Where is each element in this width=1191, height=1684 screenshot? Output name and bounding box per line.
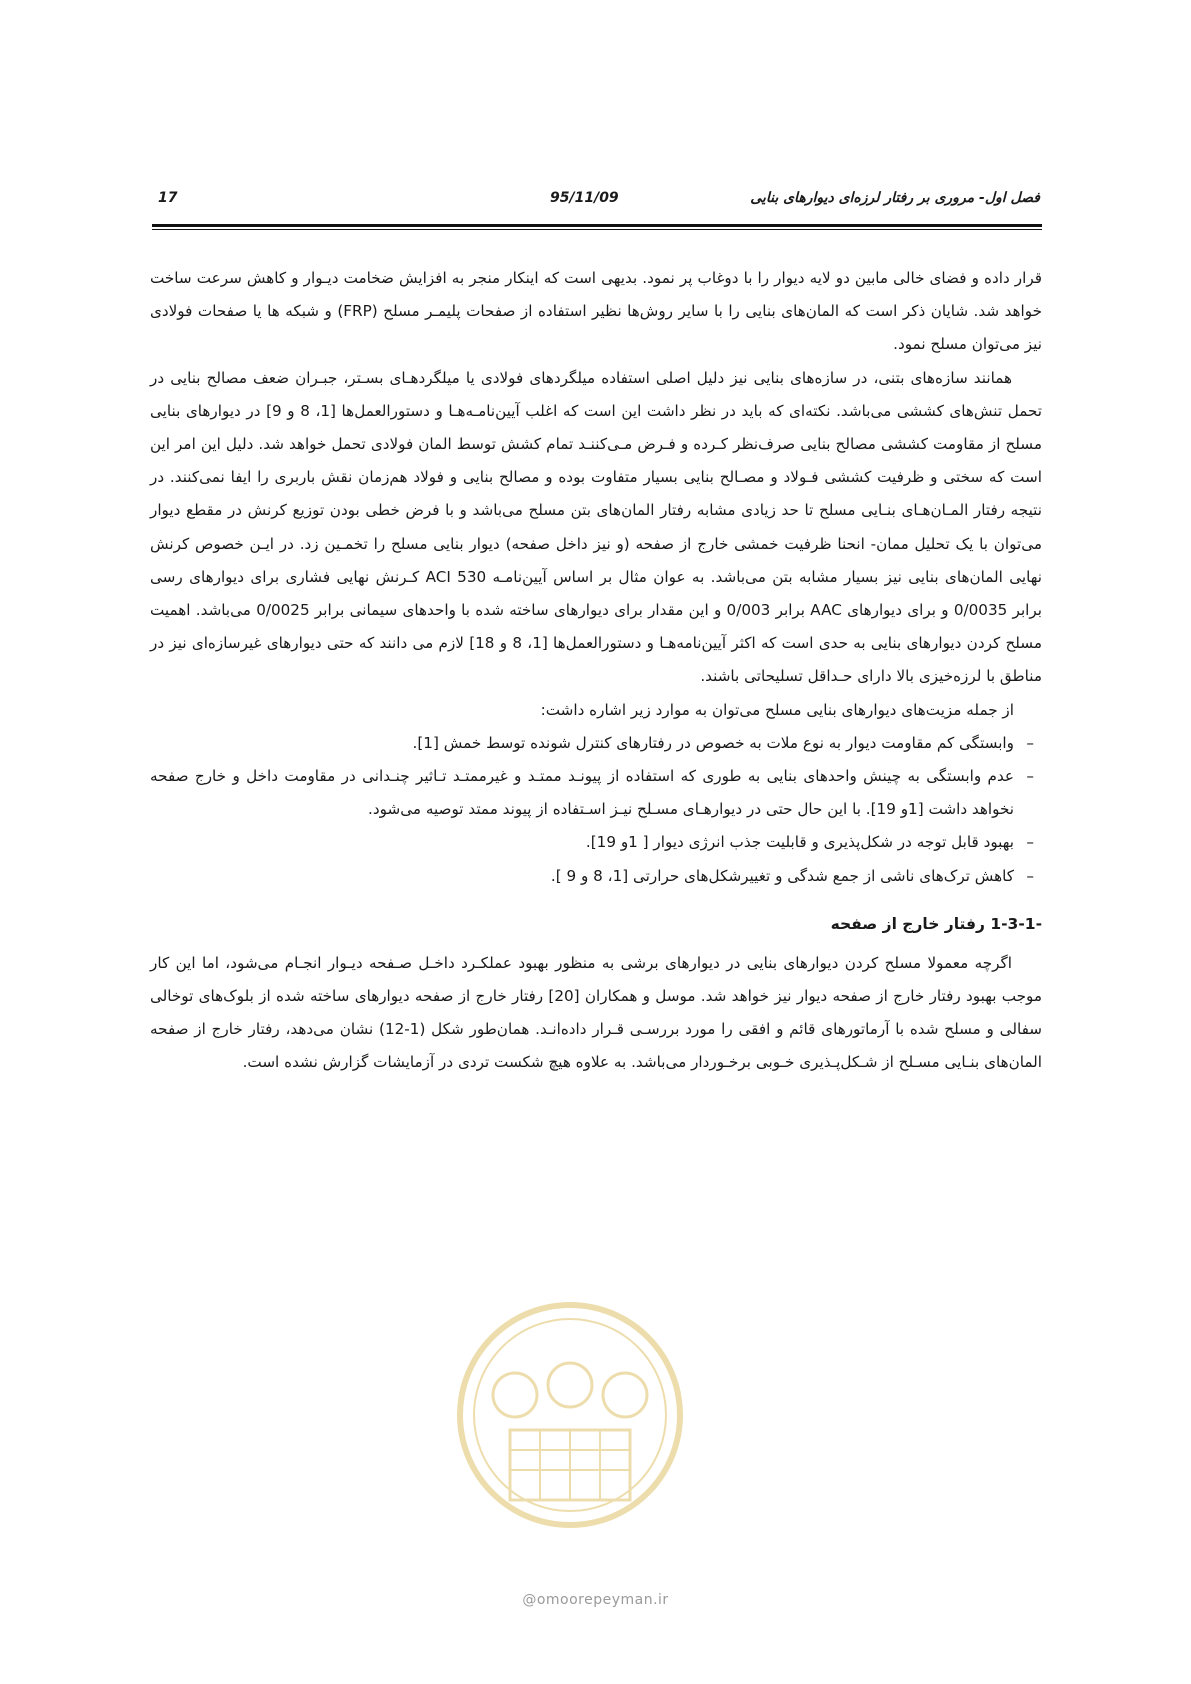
- dash-bullet: –: [1026, 767, 1034, 786]
- body-paragraph: اگرچه معمولا مسلح کردن دیوارهای بنایی در دیوارهای برشی به منظور بهبود عملکـرد داخـل صـفحه دیـوار انجـام می‌شود، اما این کار موجب بهبود رفتار خارج از صفحه دیوار نیز خواهد شد. موسل و همکاران [20] رفتار خارج از صفحه دیوارهای ساخته شده از بلوک‌های توخالی سفالی و مسلح شده با آرماتورهای قائم و افقی را مورد بررسـی قـرار داده‌انـد. همان‌طور شکل (1-12) نشان می‌دهد، رفتار خارج از صفحه المان‌های بنـایی مسـلح از شـکل‌پـذیری خـوبی برخـوردار می‌باشد. به علاوه هیچ شکست تردی در آزمایشات گزارش نشده است.: [150, 953, 1042, 1072]
- list-item-text: عدم وابستگی به چینش واحدهای بنایی به طوری که استفاده از پیونـد ممتـد و غیرممتـد تـاثیر چنـدانی در مقاومت داخل و خارج صفحه نخواهد داشت [1و 19]. با این حال حتی در دیوارهـای مسـلح نیـز اسـتفاده از پیوند ممتد توصیه می‌شود.: [150, 767, 1014, 819]
- list-item: [150, 826, 1042, 859]
- header-rule-thin: [152, 229, 1042, 230]
- header-rule: [152, 224, 1042, 227]
- watermark-site: @omoorepeyman.ir: [522, 1592, 669, 1608]
- list-item-text: کاهش ترک‌های ناشی از جمع شدگی و تغییرشکل‌های حرارتی [1، 8 و 9 ].: [550, 866, 1014, 885]
- body-paragraph: همانند سازه‌های بتنی، در سازه‌های بنایی نیز دلیل اصلی استفاده میلگردهای فولادی یا میلگردهـای بسـتر، جبـران ضعف مصالح بنایی در تحمل تنش‌های کششی می‌باشد. نکته‌ای که باید در نظر داشت این است که اغلب آیین‌نامـه‌هـا و دستورالعمل‌ها [1، 8 و 9] در دیوارهای بنایی مسلح از مقاومت کششی مصالح بنایی صرف‌نظر کـرده و فـرض مـی‌کننـد تمام کشش توسط المان فولادی تحمل خواهد شد. دلیل این امر این است که سختی و ظرفیت کششی فـولاد و مصـالح بنایی بسیار متفاوت بوده و مصالح بنایی و فولاد هم‌زمان نقش باربری را ایفا نمی‌کنند. در نتیجه رفتار المـان‌هـای بنـایی مسلح تا حد زیادی مشابه رفتار المان‌های بتن مسلح می‌باشد و با فرض خطی بودن توزیع کرنش در مقطع دیوار می‌توان با یک تحلیل ممان- انحنا ظرفیت خمشی خارج از صفحه (و نیز داخل صفحه) دیوار بنایی مسلح را تخمـین زد. در ایـن خصوص کرنش نهایی المان‌های بنایی نیز بسیار مشابه بتن می‌باشد. به عوان مثال بر اساس آیین‌نامـه ACI 530 کـرنش نهایی فشاری برای دیوارهای رسی برابر 0/0035 و برای دیوارهای AAC برابر 0/003 و این مقدار برای دیوارهای ساخته شده با واحدهای سیمانی برابر 0/0025 می‌باشد. اهمیت مسلح کردن دیوارهای بنایی به حدی است که اکثر آیین‌نامه‌هـا و دستورالعمل‌ها [1، 8 و 18] لازم می دانند که حتی دیوارهای غیرسازه‌ای نیز در مناطق با لرزه‌خیزی بالا دارای حـداقل تسلیحاتی باشند.: [150, 368, 1043, 686]
- dash-bullet: –: [1026, 733, 1034, 752]
- list-item: [150, 727, 1042, 760]
- chapter-title: فصل اول- مروری بر رفتار لرزه‌ای دیوارهای بنایی: [750, 190, 1040, 206]
- section-number: 1-3-1-: [990, 914, 1042, 933]
- list-intro: از جمله مزیت‌های دیوارهای بنایی مسلح می‌توان به موارد زیر اشاره داشت:: [540, 700, 1014, 719]
- header-date: 95/11/09: [550, 190, 619, 206]
- list-item-text: وابستگی کم مقاومت دیوار به نوع ملات به خصوص در رفتارهای کنترل شونده توسط خمش [1].: [412, 733, 1014, 752]
- page-body: [150, 262, 1042, 1080]
- list-item: [150, 860, 1042, 893]
- list-item-text: بهبود قابل توجه در شکل‌پذیری و قابلیت جذب انرژی دیوار [ 1و 19].: [585, 833, 1014, 852]
- list-item: [150, 760, 1042, 826]
- section-title: رفتار خارج از صفحه: [830, 914, 985, 933]
- dash-bullet: –: [1026, 866, 1034, 885]
- section-heading: [150, 907, 1042, 941]
- body-paragraph: قرار داده و فضای خالی مابین دو لایه دیوار را با دوغاب پر نمود. بدیهی است که اینکار منجر به افزایش ضخامت دیـوار و کاهش سرعت ساخت خواهد شد. شایان ذکر است که المان‌های بنایی را با سایر روش‌ها نظیر استفاده از صفحات پلیمـر مسلح (FRP) و شبکه ها یا صفحات فولادی نیز می‌توان مسلح نمود.: [150, 269, 1043, 354]
- seal-watermark-icon: [455, 1300, 685, 1530]
- advantages-list: [150, 727, 1042, 893]
- page-header: [150, 190, 1040, 216]
- dash-bullet: –: [1026, 833, 1034, 852]
- page-number: 17: [158, 190, 178, 206]
